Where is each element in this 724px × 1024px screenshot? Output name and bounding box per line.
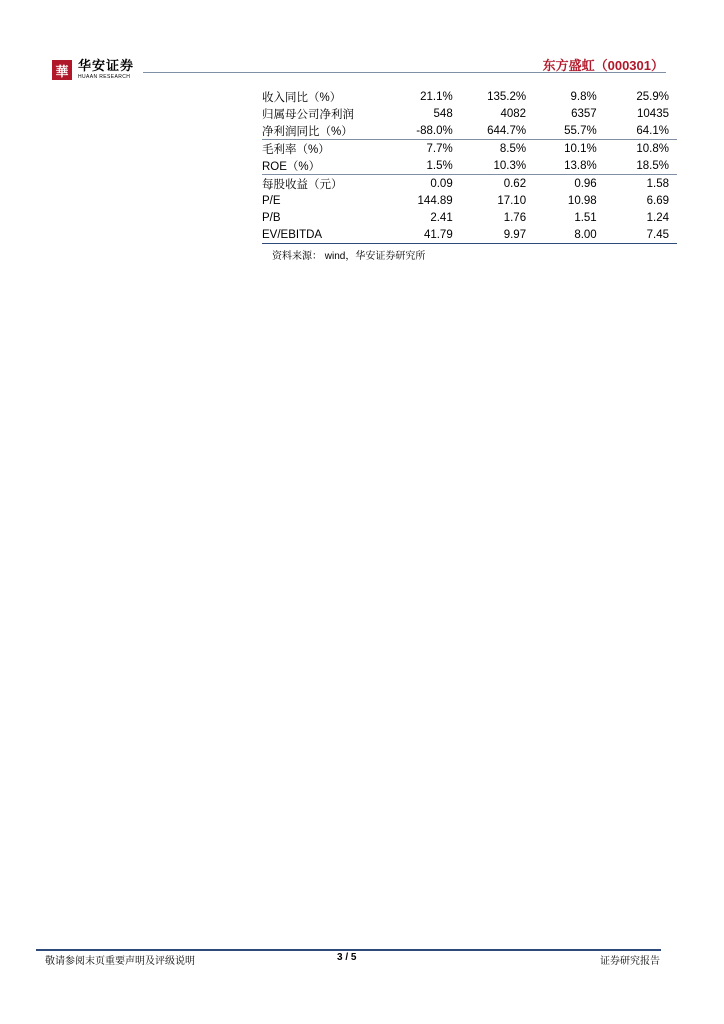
logo-name-en: HUAAN RESEARCH bbox=[78, 74, 131, 80]
table-row bbox=[262, 105, 677, 122]
table-cell: 135.2% bbox=[487, 90, 527, 103]
table-cell: 9.97 bbox=[461, 226, 534, 244]
table-row bbox=[262, 88, 677, 105]
table-cell: 7.45 bbox=[605, 226, 677, 244]
table-cell: 6.69 bbox=[646, 194, 669, 207]
footer-disclaimer: 敬请参阅末页重要声明及评级说明 bbox=[45, 956, 195, 967]
table-row bbox=[262, 175, 677, 193]
row-label: EV/EBITDA bbox=[262, 226, 387, 244]
table-cell: 9.8% bbox=[570, 90, 597, 103]
table-cell: 7.7% bbox=[426, 142, 453, 155]
table-cell: 4082 bbox=[500, 107, 527, 120]
row-label: P/E bbox=[262, 194, 281, 207]
table-cell: 41.79 bbox=[387, 226, 461, 244]
table-row bbox=[262, 209, 677, 226]
footer-divider bbox=[36, 949, 661, 951]
page-number: 3 / 5 bbox=[337, 952, 357, 963]
company-logo bbox=[52, 60, 134, 80]
header-divider bbox=[143, 72, 666, 73]
table-cell: 1.5% bbox=[387, 157, 461, 175]
logo-name-cn: 华安证券 bbox=[78, 59, 135, 74]
table-cell: 6357 bbox=[571, 107, 597, 120]
table-cell: 10.98 bbox=[567, 194, 597, 207]
table-cell: 0.62 bbox=[503, 177, 527, 190]
table-cell: 25.9% bbox=[636, 90, 669, 103]
row-label: ROE（%） bbox=[262, 157, 387, 175]
table-cell: 18.5% bbox=[605, 157, 677, 175]
table-cell: 2.41 bbox=[430, 211, 453, 224]
table-row bbox=[262, 140, 677, 158]
table-source-note: 资料来源： wind，华安证券研究所 bbox=[272, 251, 426, 262]
row-label: 净利润同比（%） bbox=[262, 122, 387, 140]
table-row bbox=[262, 226, 677, 244]
row-label: 收入同比（%） bbox=[262, 91, 342, 104]
row-label: 归属母公司净利润 bbox=[262, 108, 354, 121]
table-cell: 10.3% bbox=[461, 157, 534, 175]
table-cell: 1.24 bbox=[646, 211, 669, 224]
table-cell: 17.10 bbox=[497, 194, 527, 207]
table-cell: 1.51 bbox=[574, 211, 597, 224]
table-cell: 0.96 bbox=[574, 177, 597, 190]
table-cell: 10.8% bbox=[636, 142, 669, 155]
financial-forecast-table bbox=[262, 88, 677, 244]
logo-text bbox=[78, 60, 134, 80]
table-cell: 8.5% bbox=[499, 142, 527, 155]
table-cell: 8.00 bbox=[534, 226, 605, 244]
row-label: 毛利率（%） bbox=[262, 143, 330, 156]
row-label: P/B bbox=[262, 211, 281, 224]
table-cell: 644.7% bbox=[461, 122, 534, 140]
table-cell: 0.09 bbox=[430, 177, 453, 190]
table-cell: 1.76 bbox=[503, 211, 527, 224]
table-cell: 21.1% bbox=[420, 90, 453, 103]
table-row bbox=[262, 157, 677, 175]
footer-report-type: 证券研究报告 bbox=[600, 956, 660, 967]
table-cell: 548 bbox=[433, 107, 453, 120]
table-cell: 64.1% bbox=[605, 122, 677, 140]
table-cell: 144.89 bbox=[417, 194, 453, 207]
row-label: 每股收益（元） bbox=[262, 178, 343, 191]
table-cell: 10435 bbox=[637, 107, 669, 120]
table-cell: -88.0% bbox=[387, 122, 461, 140]
table-row bbox=[262, 122, 677, 140]
table-row bbox=[262, 192, 677, 209]
logo-seal-icon: 華 bbox=[52, 60, 72, 80]
table-cell: 10.1% bbox=[564, 142, 597, 155]
table-cell: 55.7% bbox=[534, 122, 605, 140]
table-cell: 13.8% bbox=[534, 157, 605, 175]
company-ticker-title: 东方盛虹（000301） bbox=[542, 58, 664, 73]
table-cell: 1.58 bbox=[646, 177, 669, 190]
